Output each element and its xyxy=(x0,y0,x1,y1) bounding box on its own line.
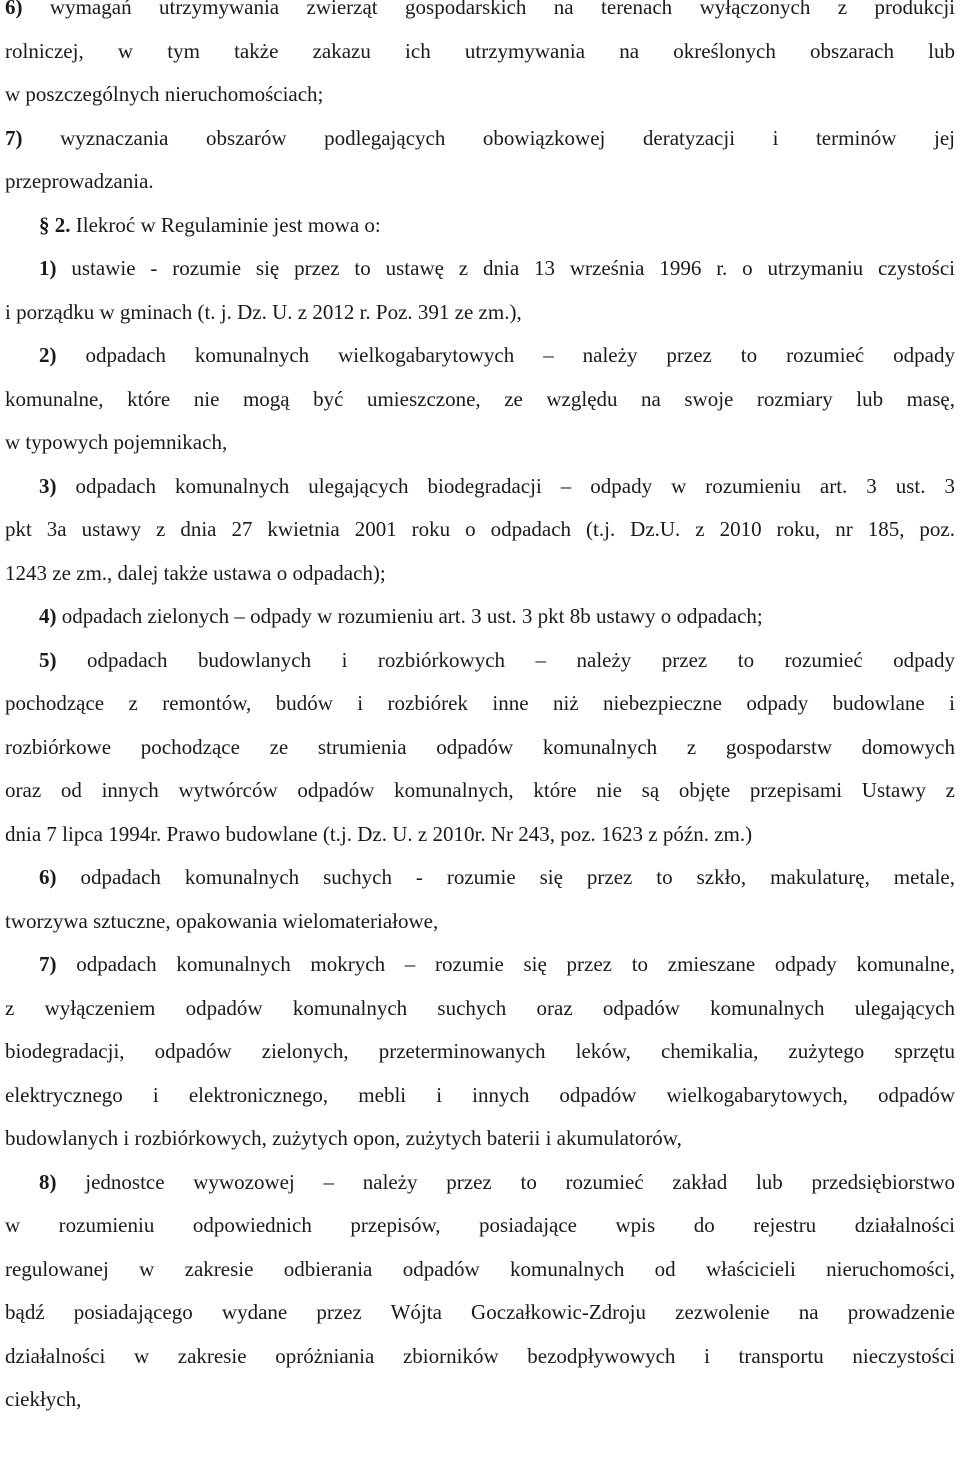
definition-8-line-3: regulowanej w zakresie odbierania odpadów komunalnych od właścicieli nieruchomości, xyxy=(5,1256,955,1281)
definition-7-line-1: 7) odpadach komunalnych mokrych – rozumie się przez to zmieszane odpady komunalne, xyxy=(39,952,955,976)
item-6-number: 6) xyxy=(5,0,23,19)
definition-5-number: 5) xyxy=(39,647,57,672)
definition-5-line-2: pochodzące z remontów, budów i rozbiórek inne niż niebezpieczne odpady budowlane i xyxy=(5,691,955,715)
item-6-line-1: 6) wymagań utrzymywania zwierząt gospodarskich na terenach wyłączonych z produkcji xyxy=(5,0,955,30)
definition-8-line-1: 8) jednostce wywozowej – należy przez to rozumieć zakład lub przedsiębiorstwo xyxy=(39,1169,955,1194)
definition-7-line-2: z wyłączeniem odpadów komunalnych suchych oraz odpadów komunalnych ulegających xyxy=(5,995,955,1020)
definition-2-number: 2) xyxy=(39,343,57,367)
definition-2-line-1: 2) odpadach komunalnych wielkogabarytowych – należy przez to rozumieć odpady xyxy=(39,343,955,367)
definition-3-number: 3) xyxy=(39,473,57,498)
section-mark: § xyxy=(39,212,50,237)
item-7-line-2: przeprowadzania. xyxy=(5,169,154,193)
definition-6-line-2: tworzywa sztuczne, opakowania wielomateriałowe, xyxy=(5,908,439,933)
definition-7-line-5: budowlanych i rozbiórkowych, zużytych opon, zużytych baterii i akumulatorów, xyxy=(5,1126,682,1150)
definition-1-number: 1) xyxy=(39,256,57,280)
definition-8-line-2: w rozumieniu odpowiednich przepisów, posiadające wpis do rejestru działalności xyxy=(5,1213,955,1237)
item-7-line-1: 7) wyznaczania obszarów podlegających obowiązkowej deratyzacji i terminów jej xyxy=(5,125,955,150)
definition-3-line-1: 3) odpadach komunalnych ulegających biodegradacji – odpady w rozumieniu art. 3 ust. 3 xyxy=(39,473,955,498)
definition-8-number: 8) xyxy=(39,1169,57,1194)
definition-6-number: 6) xyxy=(39,865,57,889)
definition-7-line-3: biodegradacji, odpadów zielonych, przeterminowanych leków, chemikalia, zużytego sprzętu xyxy=(5,1039,955,1063)
definition-3-line-2: pkt 3a ustawy z dnia 27 kwietnia 2001 roku o odpadach (t.j. Dz.U. z 2010 roku, nr 185, poz. xyxy=(5,517,955,541)
section-2-heading xyxy=(5,204,955,248)
definition-8-line-6: ciekłych, xyxy=(5,1387,82,1411)
definition-4-line-1: 4) odpadach zielonych – odpady w rozumieniu art. 3 ust. 3 pkt 8b ustawy o odpadach; xyxy=(39,604,763,628)
item-6-line-3: w poszczególnych nieruchomościach; xyxy=(5,82,324,106)
definition-5-line-5: dnia 7 lipca 1994r. Prawo budowlane (t.j. Dz. U. z 2010r. Nr 243, poz. 1623 z późn. zm.) xyxy=(5,821,753,846)
definition-5-line-1: 5) odpadach budowlanych i rozbiórkowych – należy przez to rozumieć odpady xyxy=(39,647,955,672)
definition-3-line-3: 1243 ze zm., dalej także ustawa o odpadach); xyxy=(5,560,386,585)
definition-8-line-5: działalności w zakresie opróżniania zbiorników bezodpływowych i transportu nieczystości xyxy=(5,1343,955,1368)
definition-7-number: 7) xyxy=(39,952,57,976)
definition-7-line-4: elektrycznego i elektronicznego, mebli i innych odpadów wielkogabarytowych, odpadów xyxy=(5,1082,955,1107)
definition-5-line-4: oraz od innych wytwórców odpadów komunalnych, które nie są objęte przepisami Ustawy z xyxy=(5,778,955,802)
definition-6-line-1: 6) odpadach komunalnych suchych - rozumie się przez to szkło, makulaturę, metale, xyxy=(39,865,955,889)
definition-4-number: 4) xyxy=(39,604,57,628)
section-number: 2. xyxy=(54,212,71,237)
definition-1-line-2: i porządku w gminach (t. j. Dz. U. z 2012 r. Poz. 391 ze zm.), xyxy=(5,299,522,324)
definition-2-line-2: komunalne, które nie mogą być umieszczone, ze względu na swoje rozmiary lub masę, xyxy=(5,386,955,411)
definition-5-line-3: rozbiórkowe pochodzące ze strumienia odpadów komunalnych z gospodarstw domowych xyxy=(5,734,955,759)
document-page xyxy=(5,0,955,1422)
section-heading-text: Ilekroć w Regulaminie jest mowa o: xyxy=(75,212,381,237)
definition-2-line-3: w typowych pojemnikach, xyxy=(5,430,228,454)
item-6-line-2: rolniczej, w tym także zakazu ich utrzymywania na określonych obszarach lub xyxy=(5,38,955,63)
definition-1-line-1: 1) ustawie - rozumie się przez to ustawę z dnia 13 września 1996 r. o utrzymaniu czystości xyxy=(39,256,955,280)
item-7-number: 7) xyxy=(5,125,23,150)
definition-8-line-4: bądź posiadającego wydane przez Wójta Goczałkowic-Zdroju zezwolenie na prowadzenie xyxy=(5,1300,955,1324)
